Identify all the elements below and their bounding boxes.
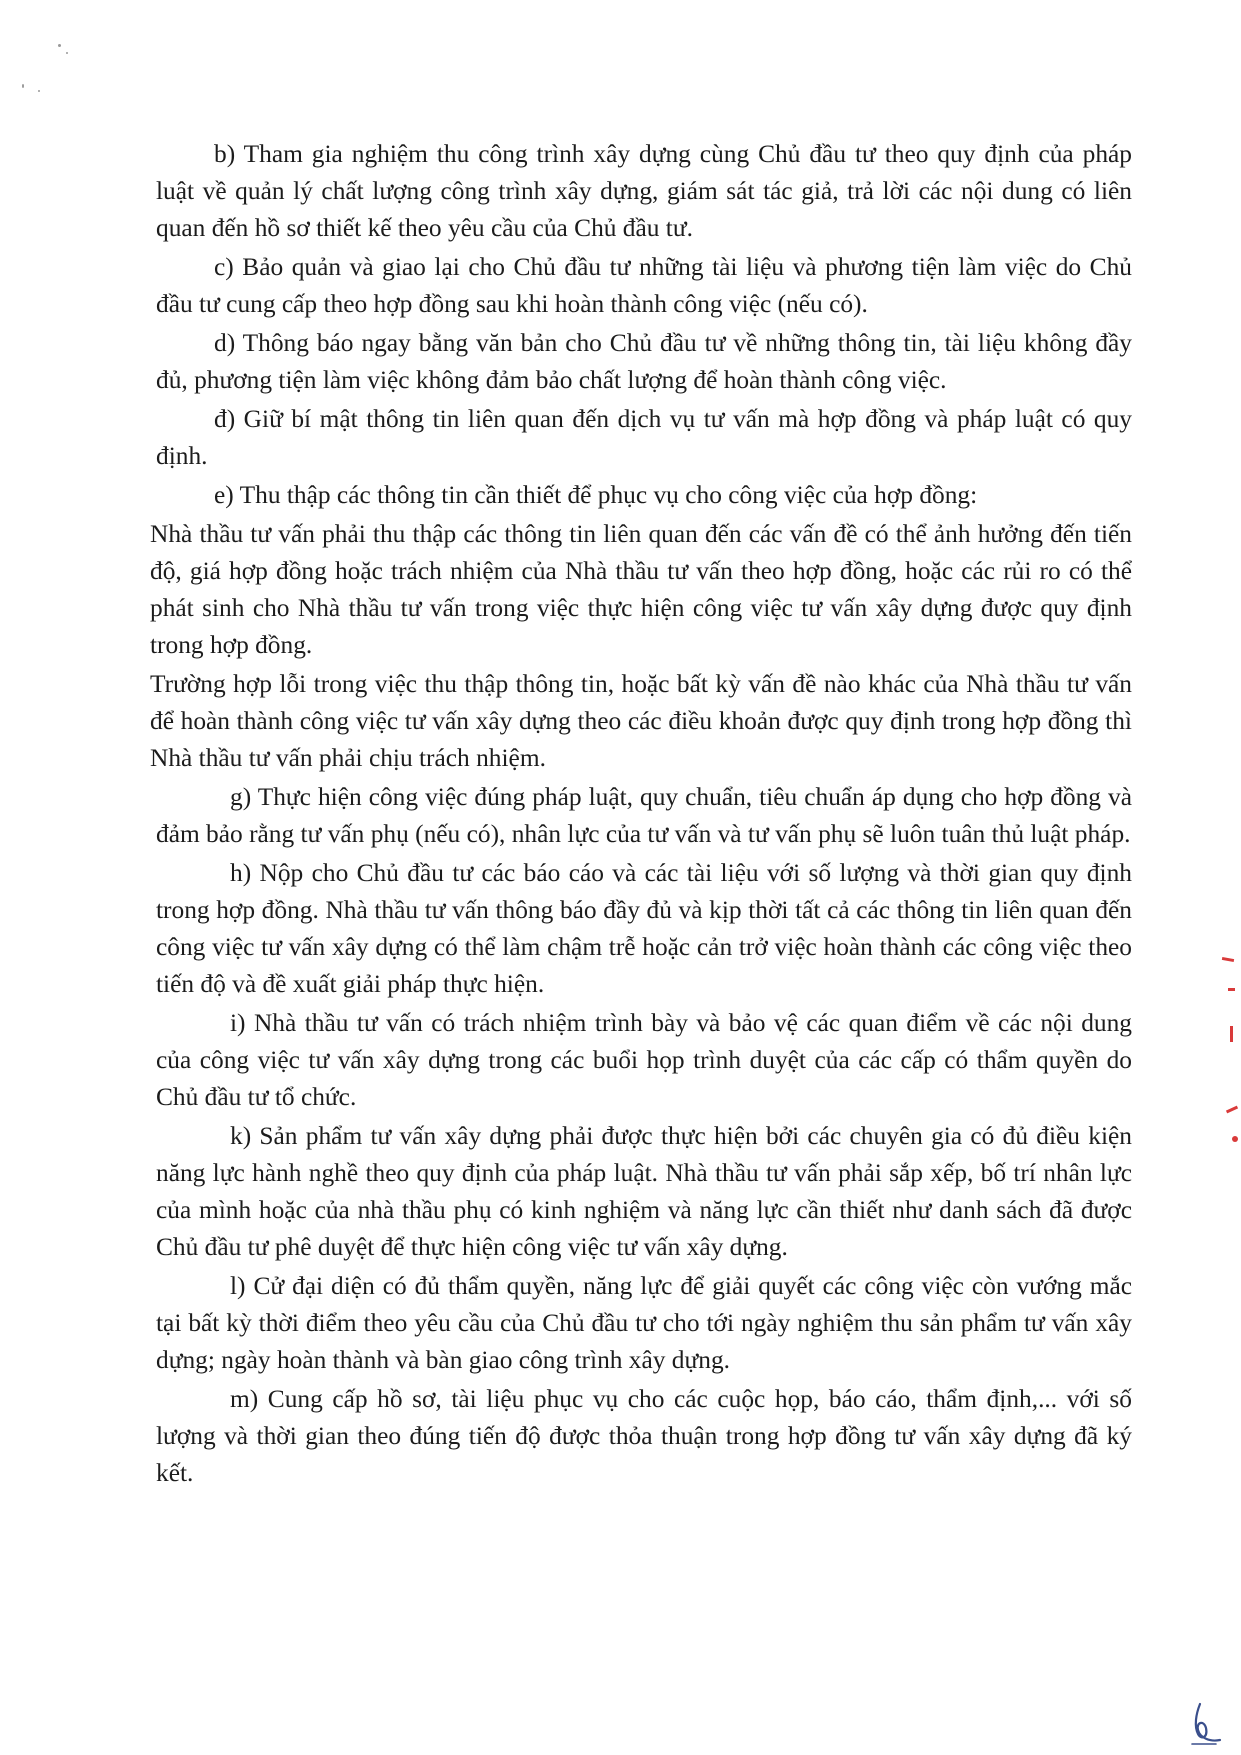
paragraph-c: c) Bảo quản và giao lại cho Chủ đầu tư những tài liệu và phương tiện làm việc do Chủ đầu tư cung cấp theo hợp đồng sau khi hoàn thành công việc (nếu có). [156,253,1132,318]
scan-speck [38,90,40,92]
paragraph-d: d) Thông báo ngay bằng văn bản cho Chủ đầu tư về những thông tin, tài liệu không đầy đủ, phương tiện làm việc không đảm bảo chất lượng để hoàn thành công việc. [156,329,1132,394]
paragraph-k: k) Sản phẩm tư vấn xây dựng phải được thực hiện bởi các chuyên gia có đủ điều kiện năng lực hành nghề theo quy định của pháp luật. Nhà thầu tư vấn phải sắp xếp, bố trí nhân lực của mình hoặc của nhà thầu phụ có kinh nghiệm và năng lực cần thiết như danh sách đã được Chủ đầu tư phê duyệt để thực hiện công việc tư vấn xây dựng. [156,1122,1132,1261]
paragraph-g: g) Thực hiện công việc đúng pháp luật, quy chuẩn, tiêu chuẩn áp dụng cho hợp đồng và đảm bảo rằng tư vấn phụ (nếu có), nhân lực của tư vấn và tư vấn phụ sẽ luôn tuân thủ luật pháp. [156,783,1132,848]
paragraph-dd: đ) Giữ bí mật thông tin liên quan đến dịch vụ tư vấn mà hợp đồng và pháp luật có quy định. [156,405,1132,470]
seal-fragment [1226,1106,1238,1114]
seal-fragment [1232,1136,1238,1142]
seal-fragment [1222,957,1234,962]
paragraph-e-detail-1: Nhà thầu tư vấn phải thu thập các thông tin liên quan đến các vấn đề có thể ảnh hưởng đến tiến độ, giá hợp đồng hoặc trách nhiệm của Nhà thầu tư vấn theo hợp đồng, hoặc các rủi ro có thể phát sinh cho Nhà thầu tư vấn trong việc thực hiện công việc tư vấn xây dựng được quy định trong hợp đồng. [150,520,1132,659]
paragraph-h: h) Nộp cho Chủ đầu tư các báo cáo và các tài liệu với số lượng và thời gian quy định trong hợp đồng. Nhà thầu tư vấn thông báo đầy đủ và kịp thời tất cả các thông tin liên quan đến công việc tư vấn xây dựng có thể làm chậm trễ hoặc cản trở việc hoàn thành các công việc theo tiến độ và đề xuất giải pháp thực hiện. [156,859,1132,998]
scan-speck [22,84,24,88]
paragraph-e: e) Thu thập các thông tin cần thiết để phục vụ cho công việc của hợp đồng: [214,481,978,509]
paragraph-i: i) Nhà thầu tư vấn có trách nhiệm trình bày và bảo vệ các quan điểm về các nội dung của công việc tư vấn xây dựng trong các buổi họp trình duyệt của các cấp có thẩm quyền do Chủ đầu tư tổ chức. [156,1009,1132,1111]
seal-fragment [1230,1026,1233,1042]
seal-fragment [1228,988,1235,991]
paragraph-l: l) Cử đại diện có đủ thẩm quyền, năng lực để giải quyết các công việc còn vướng mắc tại bất kỳ thời điểm theo yêu cầu của Chủ đầu tư cho tới ngày nghiệm thu sản phẩm tư vấn xây dựng; ngày hoàn thành và bàn giao công trình xây dựng. [156,1272,1132,1374]
scan-speck [66,52,68,54]
scan-speck [58,44,61,47]
paragraph-m: m) Cung cấp hồ sơ, tài liệu phục vụ cho các cuộc họp, báo cáo, thẩm định,... với số lượng và thời gian theo đúng tiến độ được thỏa thuận trong hợp đồng tư vấn xây dựng đã ký kết. [156,1385,1132,1487]
paragraph-b: b) Tham gia nghiệm thu công trình xây dựng cùng Chủ đầu tư theo quy định của pháp luật về quản lý chất lượng công trình xây dựng, giám sát tác giả, trả lời các nội dung có liên quan đến hồ sơ thiết kế theo yêu cầu của Chủ đầu tư. [156,140,1132,242]
paragraph-e-detail-2: Trường hợp lỗi trong việc thu thập thông tin, hoặc bất kỳ vấn đề nào khác của Nhà thầu tư vấn để hoàn thành công việc tư vấn xây dựng theo các điều khoản được quy định trong hợp đồng thì Nhà thầu tư vấn phải chịu trách nhiệm. [150,670,1132,772]
signature-mark-icon [1186,1700,1226,1748]
document-body [150,136,1132,1494]
